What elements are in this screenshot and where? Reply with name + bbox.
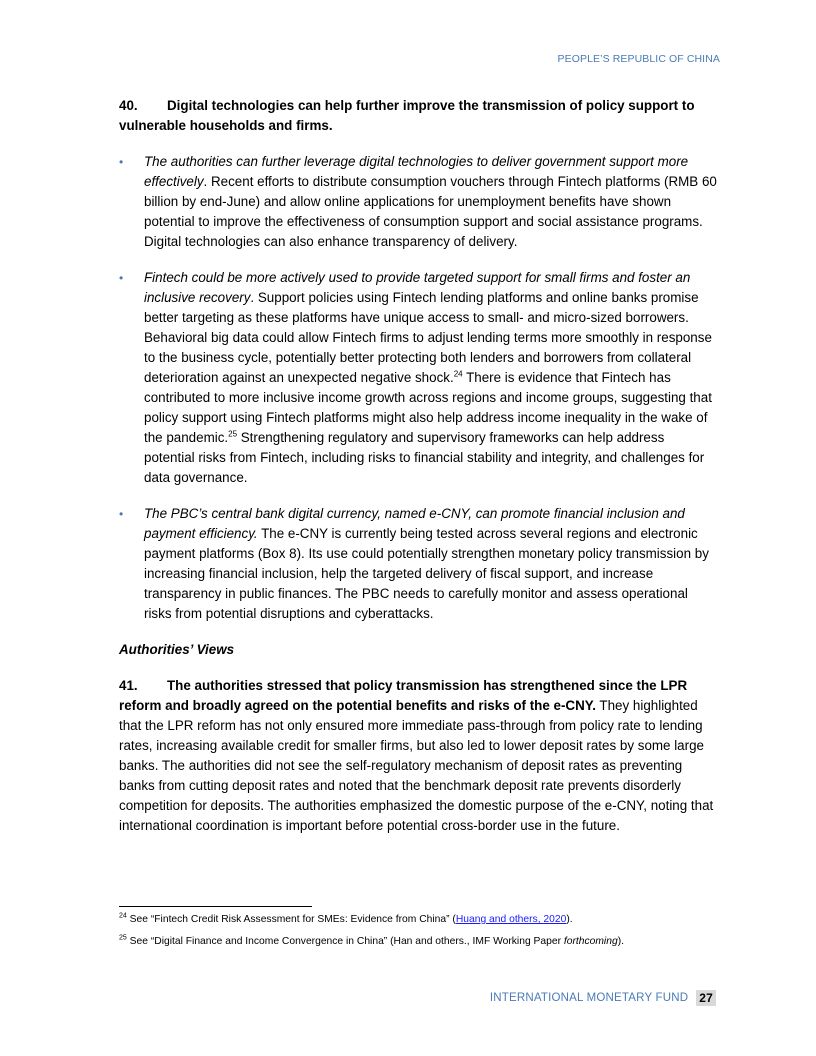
paragraph-heading-text: Digital technologies can help further improve the transmission of policy support to vulnerable households and firms. xyxy=(119,98,695,133)
footnote-text: See “Fintech Credit Risk Assessment for SMEs: Evidence from China” ( xyxy=(126,914,456,925)
footer-org: INTERNATIONAL MONETARY FUND xyxy=(489,992,689,1004)
bullet-text: . Recent efforts to distribute consumption vouchers through Fintech platforms (RMB 60 billion by end-June) and allow online applications for unemployment benefits have shown potential to improve the effectiveness of consumption support and social assistance programs. Digital technologies can also enhance transparency of delivery. xyxy=(144,174,717,249)
bullet-text: . Support policies using Fintech lending platforms and online banks promise better targeting as these platforms have unique access to small- and micro-sized borrowers. Behavioral big data could allow Fintech firms to adjust lending terms more smoothly in response to the business cycle, potentially better protecting both lenders and borrowers from collateral deterioration against an unexpected negative shock. xyxy=(144,290,712,385)
paragraph-41 xyxy=(119,676,717,836)
bullet-list xyxy=(119,152,717,624)
bullet-lead: The authorities can further leverage digital technologies to deliver government support more effectively xyxy=(144,154,689,189)
bullet-text: The e-CNY is currently being tested across several regions and electronic payment platforms (Box 8). Its use could potentially strengthen monetary policy transmission by increasing financial inclusion, help the targeted delivery of fiscal support, and increase transparency in public finances. The PBC needs to carefully monitor and assess operational risks from potential disruptions and cyberattacks. xyxy=(144,526,709,621)
bullet-item xyxy=(119,268,717,488)
paragraph-number: 40. xyxy=(119,98,138,113)
footnote-text: ). xyxy=(566,914,573,925)
paragraph-number: 41. xyxy=(119,678,138,693)
footnote-divider xyxy=(119,906,312,907)
footnote-italic: forthcoming xyxy=(563,936,618,947)
section-subheading: Authorities’ Views xyxy=(119,642,235,657)
bullet-item xyxy=(119,152,717,252)
footnote-25 xyxy=(119,935,719,948)
footnote-text: See “Digital Finance and Income Convergence in China” (Han and others., IMF Working Paper xyxy=(126,936,564,947)
footnote-ref[interactable]: 25 xyxy=(228,429,238,439)
page-number: 27 xyxy=(696,990,716,1006)
bullet-text: There is evidence that Fintech has contributed to more inclusive income growth across regions and income groups, suggesting that policy support using Fintech platforms might also help address income inequality in the wake of the pandemic. xyxy=(144,370,712,445)
paragraph-40-heading xyxy=(119,96,717,136)
paragraph-lead: The authorities stressed that policy transmission has strengthened since the LPR reform and broadly agreed on the potential benefits and risks of the e-CNY. xyxy=(119,678,688,713)
bullet-dot-icon: • xyxy=(119,507,124,521)
bullet-text: Strengthening regulatory and supervisory frameworks can help address potential risks from Fintech, including risks to financial stability and integrity, and challenges for data governance. xyxy=(144,430,705,485)
bullet-item xyxy=(119,504,717,624)
bullet-lead: The PBC’s central bank digital currency, named e-CNY, can promote financial inclusion and payment efficiency. xyxy=(144,506,685,541)
footnote-number: 24 xyxy=(119,912,127,920)
main-content xyxy=(119,96,717,836)
bullet-lead: Fintech could be more actively used to provide targeted support for small firms and foster an inclusive recovery xyxy=(144,270,691,305)
footnote-24 xyxy=(119,913,719,926)
page-footer xyxy=(490,990,716,1006)
footnote-ref[interactable]: 24 xyxy=(453,369,463,379)
footnotes xyxy=(119,913,719,957)
footnote-text: ). xyxy=(617,936,624,947)
footnote-link[interactable]: Huang and others, 2020 xyxy=(455,914,567,925)
footnote-number: 25 xyxy=(119,934,127,942)
bullet-dot-icon: • xyxy=(119,155,124,169)
paragraph-body: They highlighted that the LPR reform has not only ensured more immediate pass-through from policy rate to lending rates, increasing available credit for smaller firms, but also led to lower deposit rates by some large banks. The authorities did not see the self-regulatory mechanism of deposit rates as preventing banks from cutting deposit rates and noted that the benchmark deposit rate prevents disorderly competition for deposits. The authorities emphasized the domestic purpose of the e-CNY, noting that international coordination is important before potential cross-border use in the future. xyxy=(119,698,714,833)
running-header: PEOPLE’S REPUBLIC OF CHINA xyxy=(557,53,720,65)
bullet-dot-icon: • xyxy=(119,271,124,285)
